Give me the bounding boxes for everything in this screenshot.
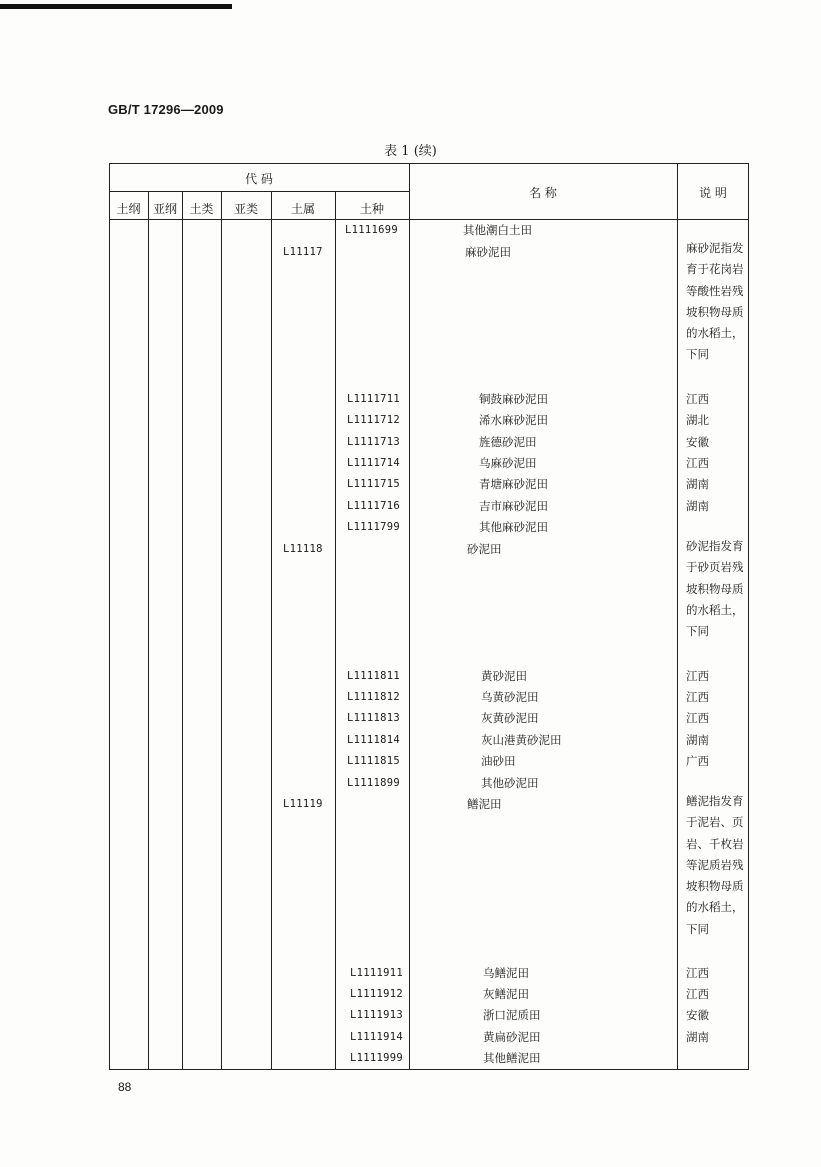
table-row-name: 浙口泥质田 xyxy=(483,1008,541,1022)
top-rule xyxy=(0,4,232,9)
table-row-note: 江西 xyxy=(686,669,709,683)
header-suborder: 亚纲 xyxy=(152,202,177,216)
table-row-species: L1111813 xyxy=(347,712,400,724)
table-row-note: 广西 xyxy=(686,754,709,768)
header-species: 土种 xyxy=(359,202,384,216)
col-sep-5 xyxy=(335,191,336,1070)
table-row-name: 麻砂泥田 xyxy=(465,245,511,259)
table-row-species: L1111714 xyxy=(347,457,400,469)
page-number: 88 xyxy=(118,1080,132,1094)
standard-number: GB/T 17296—2009 xyxy=(108,102,224,117)
table-row-note: 江西 xyxy=(686,392,709,406)
table-row-note: 湖南 xyxy=(686,477,709,491)
table-row-note: 江西 xyxy=(686,987,709,1001)
table-row-name: 乌麻砂泥田 xyxy=(479,456,537,470)
table-row-note: 江西 xyxy=(686,456,709,470)
table-row-species: L1111999 xyxy=(350,1052,403,1064)
table-row-species: L1111713 xyxy=(347,436,400,448)
table-row-name: 灰山港黄砂泥田 xyxy=(481,733,562,747)
col-sep-1 xyxy=(148,191,149,1070)
table-caption: 表 1 (续) xyxy=(384,144,437,159)
table-row-name: 吉市麻砂泥田 xyxy=(479,499,548,513)
table-row-note: 江西 xyxy=(686,690,709,704)
table-row-name: 黄扁砂泥田 xyxy=(483,1030,541,1044)
header-code-group: 代 码 xyxy=(245,172,273,186)
table-row-name: 青塘麻砂泥田 xyxy=(479,477,548,491)
table-row-name: 其他麻砂泥田 xyxy=(479,520,548,534)
table-row-name: 其他鳝泥田 xyxy=(483,1051,541,1065)
table-border-bottom xyxy=(109,1069,749,1070)
table-border-left xyxy=(109,163,110,1070)
table-row-note: 砂泥指发育于砂页岩残坡积物母质的水稻土，下同 xyxy=(686,539,744,639)
table-row-note: 鳝泥指发育于泥岩、页岩、千枚岩等泥质岩残坡积物母质的水稻土，下同 xyxy=(686,794,744,936)
header-order: 土纲 xyxy=(116,202,141,216)
header-group-divider xyxy=(109,191,410,192)
table-row-name: 浠水麻砂泥田 xyxy=(479,413,548,427)
table-row-note: 麻砂泥指发育于花岗岩等酸性岩残坡积物母质的水稻土，下同 xyxy=(686,241,744,362)
header-subgroup: 亚类 xyxy=(233,202,258,216)
soil-classification-table xyxy=(109,163,749,1070)
table-border-top xyxy=(109,163,749,164)
col-sep-7 xyxy=(677,163,678,1070)
table-row-species: L1111811 xyxy=(347,670,400,682)
header-group: 土类 xyxy=(189,202,214,216)
table-row-species: L1111815 xyxy=(347,755,400,767)
table-row-name: 灰黄砂泥田 xyxy=(481,711,539,725)
table-row-name: 乌鳝泥田 xyxy=(483,966,529,980)
header-bottom-line xyxy=(109,219,749,220)
table-row-family: L11118 xyxy=(283,543,323,555)
table-row-species: L1111715 xyxy=(347,478,400,490)
table-row-name: 砂泥田 xyxy=(467,542,502,556)
table-row-name: 鳝泥田 xyxy=(467,797,502,811)
table-row-species: L1111899 xyxy=(347,777,400,789)
table-row-species: L1111911 xyxy=(350,967,403,979)
table-row-species: L1111812 xyxy=(347,691,400,703)
table-row-species: L1111712 xyxy=(347,414,400,426)
table-row-note: 湖南 xyxy=(686,733,709,747)
table-row-species: L1111814 xyxy=(347,734,400,746)
table-row-name: 其他潮白土田 xyxy=(463,223,532,237)
table-row-note: 湖南 xyxy=(686,499,709,513)
table-row-species: L1111799 xyxy=(347,521,400,533)
header-name: 名 称 xyxy=(529,186,557,200)
table-row-name: 铜鼓麻砂泥田 xyxy=(479,392,548,406)
table-row-note: 江西 xyxy=(686,711,709,725)
table-row-name: 乌黄砂泥田 xyxy=(481,690,539,704)
table-row-note: 湖南 xyxy=(686,1030,709,1044)
table-row-family: L11119 xyxy=(283,798,323,810)
table-row-species: L1111711 xyxy=(347,393,400,405)
table-row-name: 其他砂泥田 xyxy=(481,776,539,790)
table-row-species: L1111699 xyxy=(345,224,398,236)
header-family: 土属 xyxy=(290,202,315,216)
col-sep-6 xyxy=(409,163,410,1070)
table-row-species: L1111913 xyxy=(350,1009,403,1021)
table-row-name: 油砂田 xyxy=(481,754,516,768)
table-row-species: L1111912 xyxy=(350,988,403,1000)
table-row-note: 江西 xyxy=(686,966,709,980)
table-row-species: L1111914 xyxy=(350,1031,403,1043)
header-note: 说 明 xyxy=(699,186,727,200)
col-sep-3 xyxy=(221,191,222,1070)
table-row-name: 旌德砂泥田 xyxy=(479,435,537,449)
table-row-name: 黄砂泥田 xyxy=(481,669,527,683)
table-row-species: L1111716 xyxy=(347,500,400,512)
table-row-note: 安徽 xyxy=(686,435,709,449)
col-sep-4 xyxy=(271,191,272,1070)
table-row-note: 安徽 xyxy=(686,1008,709,1022)
table-row-name: 灰鳝泥田 xyxy=(483,987,529,1001)
table-row-family: L11117 xyxy=(283,246,323,258)
table-row-note: 湖北 xyxy=(686,413,709,427)
col-sep-2 xyxy=(182,191,183,1070)
